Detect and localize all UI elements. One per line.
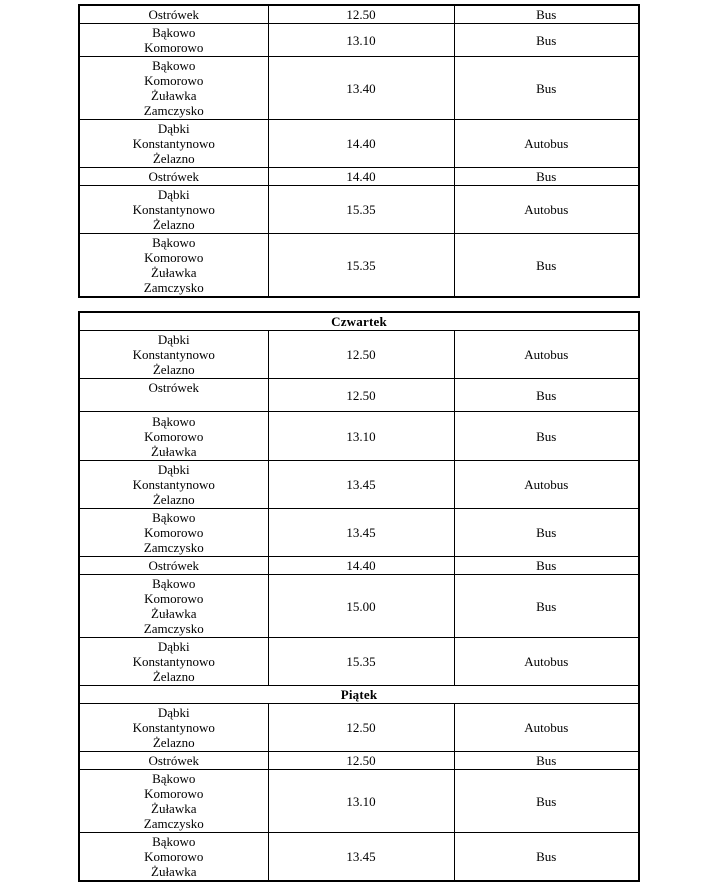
vehicle-cell: Autobus [454, 120, 639, 168]
village-line: Komorowo [144, 73, 204, 88]
village-line: Żuławka [151, 606, 197, 621]
time-cell: 12.50 [268, 331, 454, 379]
time-cell: 13.10 [268, 24, 454, 57]
village-line: Żelazno [152, 735, 195, 750]
vehicle-cell: Autobus [454, 331, 639, 379]
time-cell: 13.10 [268, 770, 454, 833]
schedule-row [79, 412, 639, 461]
villages-cell [79, 557, 268, 575]
village-line: Komorowo [144, 40, 204, 55]
vehicle-cell: Bus [454, 5, 639, 24]
time-cell: 15.35 [268, 186, 454, 234]
time-cell: 13.45 [268, 509, 454, 557]
village-line: Bąkowo [152, 576, 196, 591]
villages-cell [79, 57, 268, 120]
villages-cell [79, 412, 268, 461]
vehicle-cell: Bus [454, 833, 639, 882]
village-line: Dąbki [157, 705, 190, 720]
village-line: Konstantynowo [132, 347, 215, 362]
villages-cell [79, 234, 268, 298]
schedule-row [79, 234, 639, 298]
vehicle-cell: Bus [454, 379, 639, 412]
villages-cell [79, 833, 268, 882]
time-cell: 14.40 [268, 168, 454, 186]
schedule-row [79, 557, 639, 575]
village-line: Żelazno [152, 362, 195, 377]
village-line: Zamczysko [143, 103, 204, 118]
time-cell: 12.50 [268, 5, 454, 24]
schedule-row [79, 509, 639, 557]
villages-cell [79, 509, 268, 557]
village-line [82, 395, 266, 410]
vehicle-cell: Bus [454, 752, 639, 770]
village-line: Żuławka [151, 864, 197, 879]
schedule-row [79, 461, 639, 509]
vehicle-cell: Autobus [454, 461, 639, 509]
schedule-row [79, 168, 639, 186]
villages-cell [79, 5, 268, 24]
village-line: Komorowo [144, 525, 204, 540]
schedule-table-days [78, 311, 640, 882]
vehicle-cell: Bus [454, 57, 639, 120]
village-line: Zamczysko [143, 280, 204, 295]
village-line: Bąkowo [152, 834, 196, 849]
village-line: Komorowo [144, 786, 204, 801]
villages-cell [79, 24, 268, 57]
schedule-row [79, 752, 639, 770]
schedule-row [79, 5, 639, 24]
schedule-row [79, 24, 639, 57]
village-line: Zamczysko [143, 621, 204, 636]
vehicle-cell: Autobus [454, 186, 639, 234]
schedule-row [79, 186, 639, 234]
vehicle-cell: Bus [454, 509, 639, 557]
time-cell: 12.50 [268, 704, 454, 752]
village-line: Żuławka [151, 801, 197, 816]
time-cell: 12.50 [268, 752, 454, 770]
time-cell: 12.50 [268, 379, 454, 412]
village-line: Ostrówek [148, 380, 200, 395]
vehicle-cell: Autobus [454, 704, 639, 752]
village-line: Bąkowo [152, 58, 196, 73]
timetable-area [78, 4, 638, 882]
village-line: Konstantynowo [132, 477, 215, 492]
village-line: Żelazno [152, 217, 195, 232]
vehicle-cell: Autobus [454, 638, 639, 686]
village-line: Ostrówek [148, 753, 200, 768]
village-line: Bąkowo [152, 413, 196, 429]
village-line: Ostrówek [148, 558, 200, 573]
schedule-table-top [78, 4, 640, 298]
villages-cell [79, 186, 268, 234]
villages-cell [79, 168, 268, 186]
villages-cell [79, 638, 268, 686]
villages-cell [79, 704, 268, 752]
villages-cell [79, 575, 268, 638]
village-line: Żelazno [152, 151, 195, 166]
vehicle-cell: Bus [454, 168, 639, 186]
schedule-row [79, 120, 639, 168]
village-line: Konstantynowo [132, 720, 215, 735]
vehicle-cell: Bus [454, 575, 639, 638]
vehicle-cell: Bus [454, 557, 639, 575]
village-line: Komorowo [144, 849, 204, 864]
schedule-row [79, 704, 639, 752]
schedule-row [79, 379, 639, 412]
schedule-row [79, 57, 639, 120]
villages-cell [79, 331, 268, 379]
villages-cell [79, 752, 268, 770]
village-line: Żuławka [151, 265, 197, 280]
village-line: Bąkowo [152, 771, 196, 786]
village-line: Dąbki [157, 121, 190, 136]
vehicle-cell: Bus [454, 24, 639, 57]
village-line: Komorowo [144, 591, 204, 606]
day-header-row [79, 312, 639, 331]
time-cell: 15.35 [268, 234, 454, 298]
time-cell: 13.45 [268, 833, 454, 882]
villages-cell [79, 461, 268, 509]
village-line: Bąkowo [152, 25, 196, 40]
village-line: Dąbki [157, 639, 190, 654]
vehicle-cell: Bus [454, 412, 639, 461]
village-line: Ostrówek [148, 169, 200, 184]
village-line: Żelazno [152, 492, 195, 507]
day-header: Piątek [79, 686, 639, 704]
schedule-row [79, 575, 639, 638]
village-line: Żuławka [151, 443, 197, 459]
vehicle-cell: Bus [454, 234, 639, 298]
time-cell: 13.10 [268, 412, 454, 461]
villages-cell [79, 120, 268, 168]
village-line: Żuławka [151, 88, 197, 103]
village-line: Komorowo [144, 250, 204, 265]
village-line: Zamczysko [143, 816, 204, 831]
day-header: Czwartek [79, 312, 639, 331]
village-line: Bąkowo [152, 510, 196, 525]
village-line: Bąkowo [152, 235, 196, 250]
table-gap [78, 298, 638, 311]
time-cell: 14.40 [268, 120, 454, 168]
village-line: Zamczysko [143, 540, 204, 555]
vehicle-cell: Bus [454, 770, 639, 833]
time-cell: 15.00 [268, 575, 454, 638]
village-line: Konstantynowo [132, 202, 215, 217]
villages-cell [79, 379, 268, 412]
time-cell: 13.45 [268, 461, 454, 509]
day-header-row [79, 686, 639, 704]
villages-cell [79, 770, 268, 833]
village-line: Ostrówek [148, 7, 200, 22]
time-cell: 13.40 [268, 57, 454, 120]
village-line: Konstantynowo [132, 654, 215, 669]
village-line: Żelazno [152, 669, 195, 684]
time-cell: 15.35 [268, 638, 454, 686]
village-line: Dąbki [157, 332, 190, 347]
village-line: Komorowo [144, 428, 204, 444]
village-line: Dąbki [157, 187, 190, 202]
time-cell: 14.40 [268, 557, 454, 575]
schedule-row [79, 833, 639, 882]
schedule-row [79, 770, 639, 833]
schedule-row [79, 331, 639, 379]
schedule-row [79, 638, 639, 686]
village-line: Konstantynowo [132, 136, 215, 151]
village-line: Dąbki [157, 462, 190, 477]
